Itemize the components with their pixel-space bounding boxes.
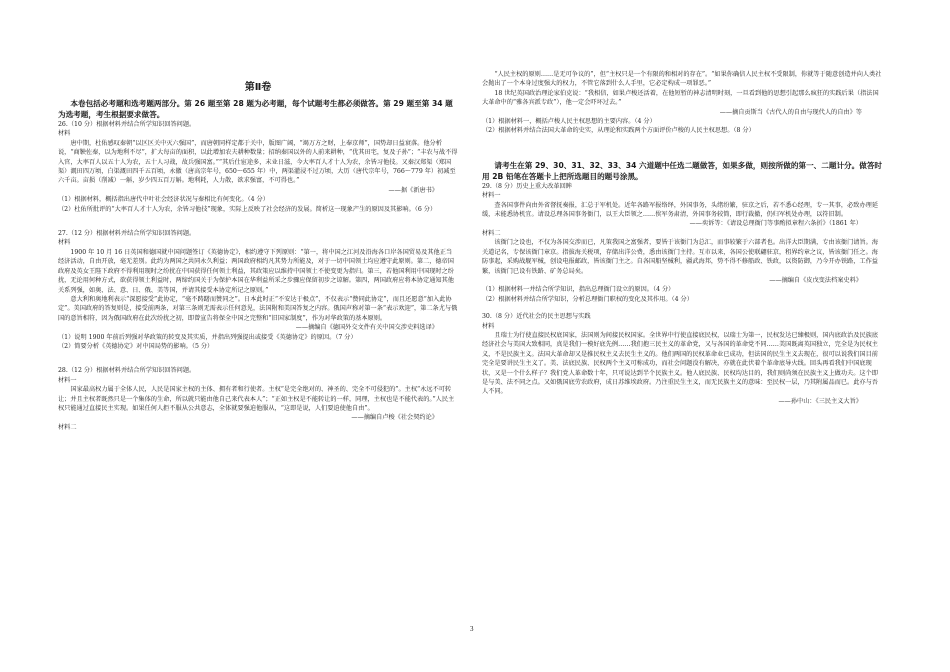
q26-source: ——据《新唐书》	[388, 186, 438, 194]
q30-source: ——孙中山：《三民主义大旨》	[778, 397, 862, 405]
q26-question-1: （1）根据材料，概括指出唐代中叶社会经济状况与秦相比有何变化。（4 分）	[58, 196, 269, 204]
q30-header: 30.（8 分）近代社会的民主思想与实践	[482, 313, 591, 321]
q29-question-1: （1）根据材料一并结合所学知识，指出总理衙门设立的原因。（4 分）	[482, 286, 675, 294]
q27-question-1: （1）说明 1900 年前后列强对华政策的转变及其实质，并指出列强提出或接受《英德协定》的原因。（7 分）	[58, 333, 357, 341]
q28-source-1: ——摘编自卢梭《社会契约论》	[351, 414, 438, 422]
q26-material-text: 唐中期，杜佑感叹秦朝“以区区关中灭六强国”，而唐朝同样定都于关中，版图广阔，“竭万方之财，上奉京师”，国势却日益衰落。他分析说，“商鞅佐秦，以为地利不尽”，扩大每亩的面积，以此增加农夫耕种数量；招纳秦国以外的人前来耕种，“优其田宅，复及子孙”；“丰农与战不得入官，大率百人以五十人为农，五十人习战，故兵强国富。”“其后仕宦途多，末业日滋，今大率百人才十人为农，余皆习他技。又秦汉郑渠（郑国渠）溉田四万顷，白渠溉田四千五百顷，永徽（唐高宗年号，650～655 年）中，两渠灌浸不过万顷，大历（唐代宗年号，766～779 年）初减至六千亩。亩损（削减）一斛，岁少四五百万斛。地利耗，人力散，欲求强富，不可得也。”	[58, 139, 458, 185]
section-instructions: 本卷包括必考题和选考题两部分。第 26 题至第 28 题为必考题，每个试题考生都必须做答。第 29 题至第 34 题为选考题，考生根据要求做答。	[58, 99, 453, 119]
q28-header: 28.（12 分）根据材料并结合所学知识回答问题。	[58, 367, 196, 375]
q28-material-2-label: 材料二	[58, 423, 77, 431]
q29-material-1-text: 查各国事件向由外省督抚奏报，汇总于军机处。近年各路军报络绎，外国事务，头绪纷繁，驻京之后，若不悉心经理，专一其事，必致办理延缓，未能悉协机宜。请设总理各国事务衙门，以王大臣领之……俟军务肃清，外国事务较简，即行裁撤，仍归军机处办理，以符旧制。	[482, 201, 879, 219]
q28-material-1-label: 材料一	[58, 376, 77, 384]
q29-source-1: ——奕诉等：《请设总理衙门等事酌拟章程六条折》（1861 年）	[689, 220, 862, 228]
q29-source-2: ——摘编自《皮戊变法档案史料》	[769, 276, 862, 284]
q30-material-text: 且瑞士为行使直接民权底国家，法国则为间接民权国家。全世界中行使直接底民权，以瑞士为第一，民权发达已臻极则，国内底政治及民族底经济社会与美国大致相同，真是我们一模好底先例……我们抱三民主义的革命党，又与各国的革命党不同……美国既离英国独立，完全是为民权主义，不是民族主义。法国大革命却又是推民权主义去民生主义的。他们两国的民权革命业已成功，但法国的民生主义去现在，很可以说我们国目前完全是要讲民生主义了。美、法底民族、民权两个主义可称成功，而社会问题没有解决，亦就在此伏着个革命底导火线。回头再看我们中国底现状，又是一个什么样子？我们党人革命数十年，只可说达到半个民族主义。他人底民族、民权均达目的，我们则尚须在民族主义上做功夫。这个即是与美、法不同之点。又如俄国底劳农政府，成日苏维埃政府。乃注重民生主义，而无民族主义的意味：至民权一层，乃其附属品而已。此亦与吾人不同。	[482, 331, 879, 396]
q28-question-1: （1）根据材料一，概括卢梭人民主权思想的主要内容。（4 分）	[482, 118, 656, 126]
q27-paragraph-2: 意大利和奥地利表示“深愿接受”此协定，“毫不踌躇而赞同之”。日本此时正“不安达于极点”，不仅表示“赞同此协定”，而且还愿意“加入此协定”。美国政府的答复则是，接受前两条，对第三条则无需表示任何意见，法国附和美国答复之内容。俄国声称对第一条“表示欢迎”，第二条尤与俄国的意旨相符，因为俄国政府在此次纷扰之初，即曾宣告将保全中国之完整和“旧国家制度”，作为对华政策的基本原则。	[58, 295, 458, 322]
q28-question-2: （2）根据材料并结合法国大革命的史实，从理论和实践两个方面评价卢梭的人民主权思想。（8 分）	[482, 127, 755, 135]
q26-question-2: （2）杜佑所批评的“大率百人才十人为农，余皆习他技”现象，实际上反映了社会经济的发展。简析这一现象产生的原因及其影响。（6 分）	[58, 205, 437, 213]
q26-header: 26.（10 分）根据材料并结合所学知识回答问题。	[58, 121, 196, 128]
q27-question-2: （2）简要分析《英德协定》对中国局势的影响。（5 分）	[58, 342, 214, 350]
q29-material-1-label: 材料一	[482, 192, 501, 200]
q27-header: 27.（12 分）根据材料并结合所学知识回答问题。	[58, 230, 196, 238]
page-number: 3	[470, 625, 474, 633]
section-title: 第Ⅱ卷	[244, 82, 272, 93]
elective-instructions: 请考生在第 29、30、31、32、33、34 六道题中任选二题做答，如果多做，则按所做的第一、二题计分。做答时用 2B 铅笔在答题卡上把所选题目的题号涂黑。	[482, 160, 883, 181]
q29-material-2-text: 该衙门之设也，不仅为各国交涉而已，凡策我国之富强者，要皆于该衙门为总汇，而事较繁于六部者也。出洋大臣期满，专由该衙门请旨。海关道记名，专保该衙门章京。指拔海关税项，存储出洋公费，悉由该衙门主持。互市以来，各国公使联翩驻京，租界约章之议，皆该衙门任之。海防事起，采购战舰军械，创设电报邮政，皆该衙门主之。自各国船坚械利，疆武海邦，势不得不修船政、铁政，以资防御，乃今开办铁路，工作益繁，该衙门已设有铁路、矿务总局矣。	[482, 239, 879, 275]
q28-source-2: ——摘自贡斯当《古代人的自由与现代人的自由》等	[719, 108, 862, 116]
q28-material-2-text: “人民主权的原则……是无可争议的”，但“主权只是一个有限的和相对的存在”。“如果你确信人民主权不受限制，你就等于随意创造并向人类社会抛出了一个本身过度强大的权力，不管它落到什么人手里，它必定构成一项罪恶。”	[482, 71, 882, 88]
q27-material-label: 材料	[58, 239, 71, 247]
q29-header: 29.（8 分）历史上重大改革回眸	[482, 182, 572, 190]
q27-source: ——摘编自《德国外交文件有关中国交涉史料选译》	[295, 324, 438, 332]
q28-material-1-text: 国家最高权力属于全体人民，人民是国家主权的主体、拥有者和行使者。主权“是完全绝对的、神圣的、完全不可侵犯的”。主权“永远不可转让；并且主权者既然只是一个集体的生命，所以就只能由他自己来代表本人”；“正如主权是不能转让的一样，同理，主权也是不能代表的。”人民主权只能通过直接民主实现。如果任何人拒不服从公共意志，全体就要强迫他服从，“这即是说，人们要迫使他自由”。	[58, 386, 455, 412]
right-column	[482, 70, 882, 406]
q26-material-label: 材料	[58, 130, 71, 138]
q27-paragraph-1: 1900 年 10 月 16 日英国和德国就中国问题签订《英德协定》，相约遵守下列原则：“第一，将中国之江河及沿海各口岸各国贸易及其他正当经济活动，自由开放，毫无差别。此约为两国之共同永久利益；两国政府相约凡其势力所能及，对于一切中国领土均应遵守此原则。第二，德帝国政府及英女王陛下政府不得利用现时之纷扰在中国获得任何领土利益，其政策应以维持中国领土不使变更为指归。第三，若他国利用中国现时之纷扰，无论用何种方式，欲获得领土利益时，两缔约国关于为保护本国在华利益所采之步骤应保留初步之谅解。第四，两国政府应将本协定通知其他关系列强，如奥、法、意、日、俄、美等国，并请其接受本协定所记之原则。”	[58, 248, 454, 294]
q28-material-2-text-b: 18 世纪英国政治理论家伯克说：“我相信，如果卢梭还活着，在他短暂的神志清明时刻，一旦看到他的思想引起那么疯狂的实践后果（指法国大革命中的“雅各宾派专政”），他一定会吓坏过去。”	[482, 89, 879, 107]
q30-material-label: 材料	[482, 322, 495, 330]
q29-question-2: （2）根据材料并结合所学知识，分析总理衙门职权的变化及其作用。（4 分）	[482, 295, 693, 303]
left-column	[58, 70, 458, 432]
q29-material-2-label: 材料二	[482, 229, 501, 237]
